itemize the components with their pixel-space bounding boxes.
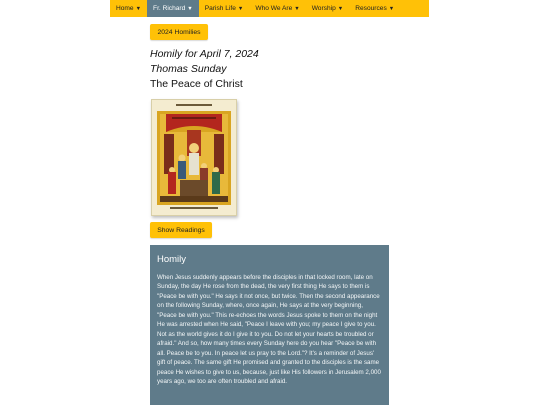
chevron-down-icon: ▼ <box>187 5 193 12</box>
nav-item-label: Worship <box>311 5 336 12</box>
nav-item-label: Resources <box>355 5 387 12</box>
nav-item-home[interactable] <box>110 0 147 17</box>
nav-item-label: Who We Are <box>255 5 293 12</box>
icon-caption-mark <box>176 104 212 106</box>
nav-item-parish-life[interactable] <box>199 0 250 17</box>
homily-body: When Jesus suddenly appears before the disciples in that locked room, late on Sunday, the day He rose from the dead, the very first thing He says to them is "Peace be with you." He says it not once, but twice. Then the second appearance on the following Sunday, where, once again, He says at the very beginning, "Peace be with you." This re-echoes the words Jesus spoke to them on the night He was arrested when He said, "Peace I leave with you; my peace I give to you. Not as the world gives it do I give it to you. Do not let your hearts be troubled or afraid." And so, how many times every Sunday here do you hear "Peace be with all. Peace be to you. In peace let us pray to the Lord."? It's a reminder of Jesus' gift of peace. The same gift He promised and granted to the disciples is the same peace He wishes to give to us, because, just like His followers in Jerusalem 2,000 years ago, we too are often troubled and afraid. <box>157 274 381 385</box>
chevron-down-icon: ▼ <box>237 5 244 12</box>
icon-illustration <box>152 100 236 215</box>
chevron-down-icon: ▼ <box>294 5 300 12</box>
page-title: The Peace of Christ <box>150 78 243 90</box>
homily-heading: Homily <box>157 254 187 265</box>
homily-panel <box>150 245 389 405</box>
chevron-down-icon: ▼ <box>135 5 142 12</box>
nav-item-fr-richard[interactable] <box>147 0 199 17</box>
nav-item-label: Parish Life <box>204 5 236 12</box>
chevron-down-icon: ▼ <box>337 5 344 12</box>
thomas-sunday-icon-image <box>151 99 237 216</box>
nav-item-resources[interactable] <box>349 0 400 17</box>
homily-date: Homily for April 7, 2024 <box>150 48 259 60</box>
sunday-name: Thomas Sunday <box>150 63 227 75</box>
nav-item-worship[interactable] <box>306 0 350 17</box>
icon-figure-christ <box>189 153 199 175</box>
nav-item-who-we-are[interactable] <box>249 0 305 17</box>
nav-item-label: Fr. Richard <box>153 5 186 12</box>
nav-item-label: Home <box>116 5 134 12</box>
chevron-down-icon: ▼ <box>388 5 395 12</box>
icon-halo-christ <box>189 143 199 153</box>
icon-footer-mark <box>170 207 218 209</box>
show-readings-button[interactable]: Show Readings <box>150 222 212 238</box>
homilies-category-button[interactable]: 2024 Homilies <box>150 24 208 40</box>
icon-figure-thomas <box>178 161 186 179</box>
main-nav <box>110 0 429 17</box>
